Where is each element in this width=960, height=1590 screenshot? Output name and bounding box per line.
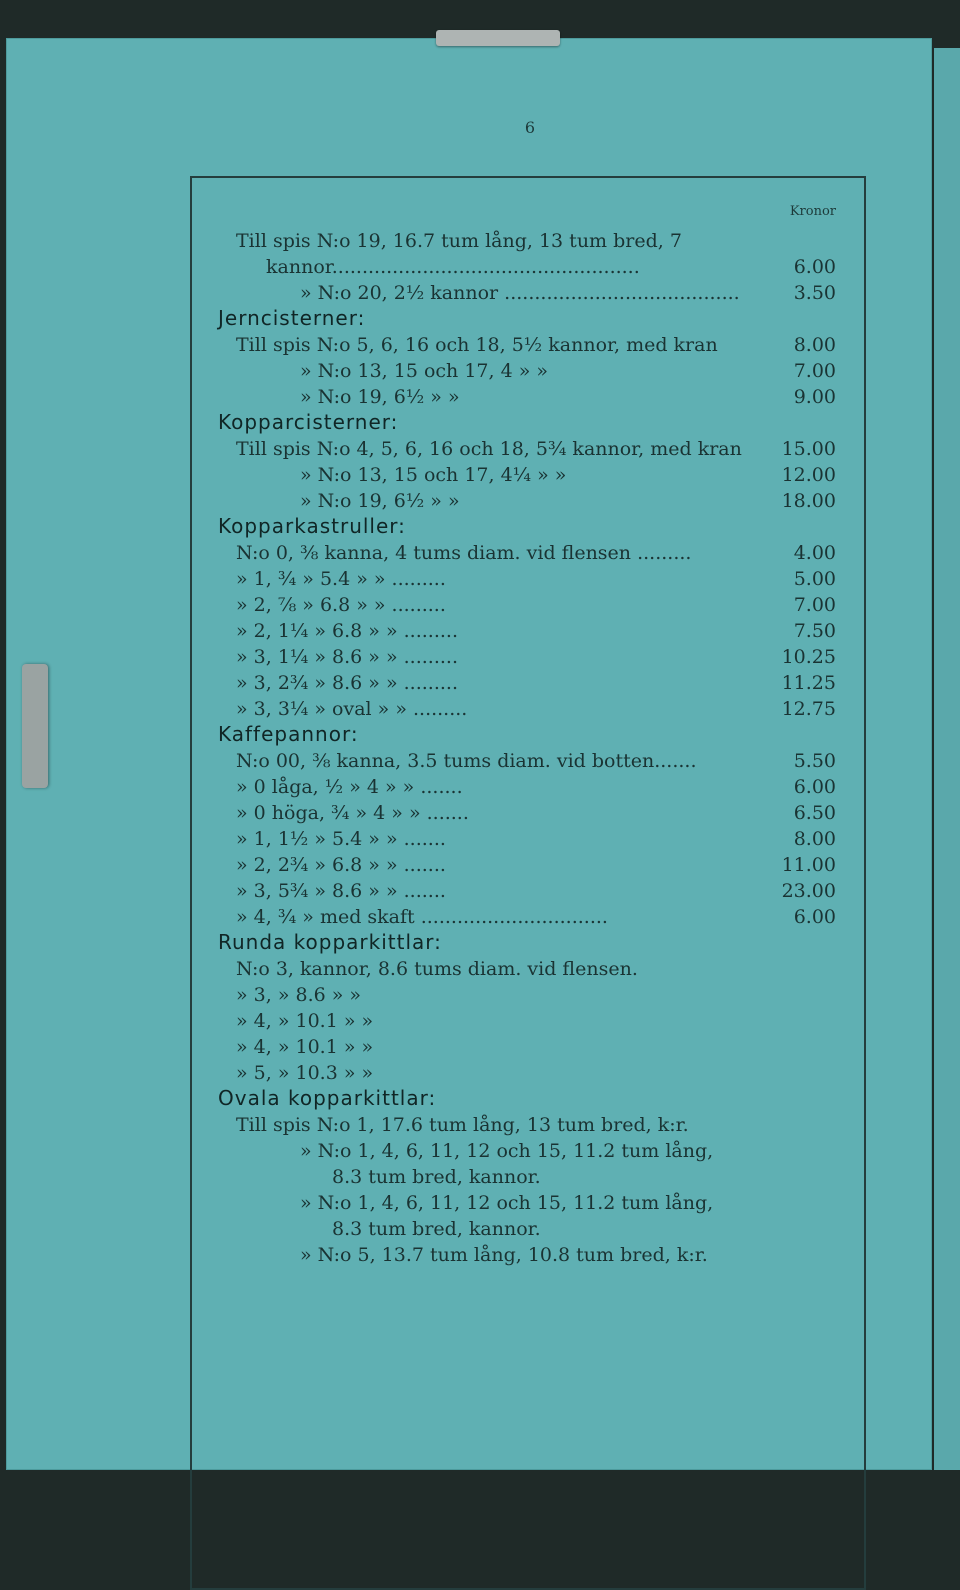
price-list-row (236, 670, 836, 696)
price-list-row (236, 1008, 836, 1034)
row-description: » N:o 5, 13.7 tum lång, 10.8 tum bred, k:r. (300, 1244, 708, 1266)
price-list-row (236, 774, 836, 800)
row-price: 23.00 (781, 880, 836, 902)
row-price: 15.00 (781, 438, 836, 460)
row-description: » 3, 2¾ » 8.6 » » ......... (236, 672, 458, 694)
binding-clip-side (22, 664, 48, 788)
price-list-row (236, 904, 836, 930)
row-price: 10.25 (781, 646, 836, 668)
row-price: 5.50 (793, 750, 836, 772)
row-description: kannor................................................... (266, 256, 640, 278)
row-description: N:o 3, kannor, 8.6 tums diam. vid flensen. (236, 958, 638, 980)
price-list-row (300, 1242, 836, 1268)
row-description: » 5, » 10.3 » » (236, 1062, 374, 1084)
price-list-row (236, 1060, 836, 1086)
row-price: 6.00 (793, 256, 836, 278)
price-list-row (236, 1034, 836, 1060)
row-description: » 3, 5¾ » 8.6 » » ....... (236, 880, 446, 902)
row-description: 8.3 tum bred, kannor. (332, 1218, 541, 1240)
section-heading: Jerncisterner: (218, 306, 366, 330)
row-description: » 4, » 10.1 » » (236, 1010, 374, 1032)
price-list-row (236, 852, 836, 878)
page-number: 6 (524, 118, 536, 137)
row-description: » 0 låga, ½ » 4 » » ....... (236, 776, 463, 798)
price-list-row (236, 696, 836, 722)
price-list-row (236, 878, 836, 904)
price-list-row (236, 332, 836, 358)
row-description: » 4, ¾ » med skaft ............................... (236, 906, 608, 928)
row-price: 7.00 (793, 594, 836, 616)
price-list-row (300, 280, 836, 306)
row-price: 4.00 (793, 542, 836, 564)
row-description: » 2, ⅞ » 6.8 » » ......... (236, 594, 446, 616)
section-heading: Kaffepannor: (218, 722, 359, 746)
row-description: » N:o 20, 2½ kannor ....................................... (300, 282, 740, 304)
row-price: 8.00 (793, 334, 836, 356)
row-description: » 3, 3¼ » oval » » ......... (236, 698, 468, 720)
price-list-row (300, 488, 836, 514)
row-description: » N:o 13, 15 och 17, 4 » » (300, 360, 548, 382)
row-price: 6.00 (793, 906, 836, 928)
row-description: » 0 höga, ¾ » 4 » » ....... (236, 802, 469, 824)
price-list-row (300, 462, 836, 488)
price-list-row (236, 540, 836, 566)
row-price: 7.00 (793, 360, 836, 382)
section-heading: Kopparkastruller: (218, 514, 406, 538)
price-list-row (300, 1138, 836, 1164)
row-price: 6.50 (793, 802, 836, 824)
row-description: » 2, 1¼ » 6.8 » » ......... (236, 620, 458, 642)
price-list-row (300, 1190, 836, 1216)
row-description: » N:o 19, 6½ » » (300, 386, 460, 408)
price-list-row (332, 1216, 836, 1242)
price-list-row (300, 358, 836, 384)
row-description: » 3, 1¼ » 8.6 » » ......... (236, 646, 458, 668)
price-list-row (236, 592, 836, 618)
row-description: » N:o 1, 4, 6, 11, 12 och 15, 11.2 tum lång, (300, 1140, 714, 1162)
row-description: N:o 0, ⅜ kanna, 4 tums diam. vid flensen ......... (236, 542, 692, 564)
section-heading: Runda kopparkittlar: (218, 930, 442, 954)
price-list-row (236, 826, 836, 852)
row-price: 8.00 (793, 828, 836, 850)
price-list-row (236, 566, 836, 592)
row-description: N:o 00, ⅜ kanna, 3.5 tums diam. vid botten....... (236, 750, 697, 772)
row-price: 12.75 (781, 698, 836, 720)
row-description: Till spis N:o 4, 5, 6, 16 och 18, 5¾ kannor, med kran (236, 438, 742, 460)
row-price: 11.25 (781, 672, 836, 694)
row-description: » N:o 1, 4, 6, 11, 12 och 15, 11.2 tum lång, (300, 1192, 714, 1214)
row-description: » N:o 19, 6½ » » (300, 490, 460, 512)
price-list-row (236, 436, 836, 462)
row-price: 12.00 (781, 464, 836, 486)
row-price: 5.00 (793, 568, 836, 590)
row-description: » 3, » 8.6 » » (236, 984, 362, 1006)
row-description: » 4, » 10.1 » » (236, 1036, 374, 1058)
row-price: 6.00 (793, 776, 836, 798)
price-list-row (236, 982, 836, 1008)
row-description: 8.3 tum bred, kannor. (332, 1166, 541, 1188)
price-list-row (300, 384, 836, 410)
next-page-edge (934, 48, 960, 1470)
price-list-row (236, 956, 836, 982)
row-description: Till spis N:o 1, 17.6 tum lång, 13 tum bred, k:r. (236, 1114, 689, 1136)
row-description: » 1, 1½ » 5.4 » » ....... (236, 828, 446, 850)
row-price: 3.50 (793, 282, 836, 304)
row-description: » 1, ¾ » 5.4 » » ......... (236, 568, 446, 590)
row-description: Till spis N:o 19, 16.7 tum lång, 13 tum bred, 7 (236, 230, 682, 252)
price-list-row (236, 1112, 836, 1138)
row-price: 11.00 (781, 854, 836, 876)
row-price: 9.00 (793, 386, 836, 408)
column-header: Kronor (789, 204, 836, 219)
price-list-row (332, 1164, 836, 1190)
row-price: 18.00 (781, 490, 836, 512)
price-list-row (236, 800, 836, 826)
price-list-row (236, 644, 836, 670)
price-list-content (190, 176, 866, 1590)
price-list-row (236, 228, 836, 254)
price-list-row (266, 254, 836, 280)
row-description: Till spis N:o 5, 6, 16 och 18, 5½ kannor, med kran (236, 334, 718, 356)
section-heading: Ovala kopparkittlar: (218, 1086, 437, 1110)
row-price: 7.50 (793, 620, 836, 642)
binding-clip-top (436, 30, 560, 46)
row-description: » N:o 13, 15 och 17, 4¼ » » (300, 464, 567, 486)
price-list-row (236, 618, 836, 644)
section-heading: Kopparcisterner: (218, 410, 399, 434)
price-list-row (236, 748, 836, 774)
row-description: » 2, 2¾ » 6.8 » » ....... (236, 854, 446, 876)
